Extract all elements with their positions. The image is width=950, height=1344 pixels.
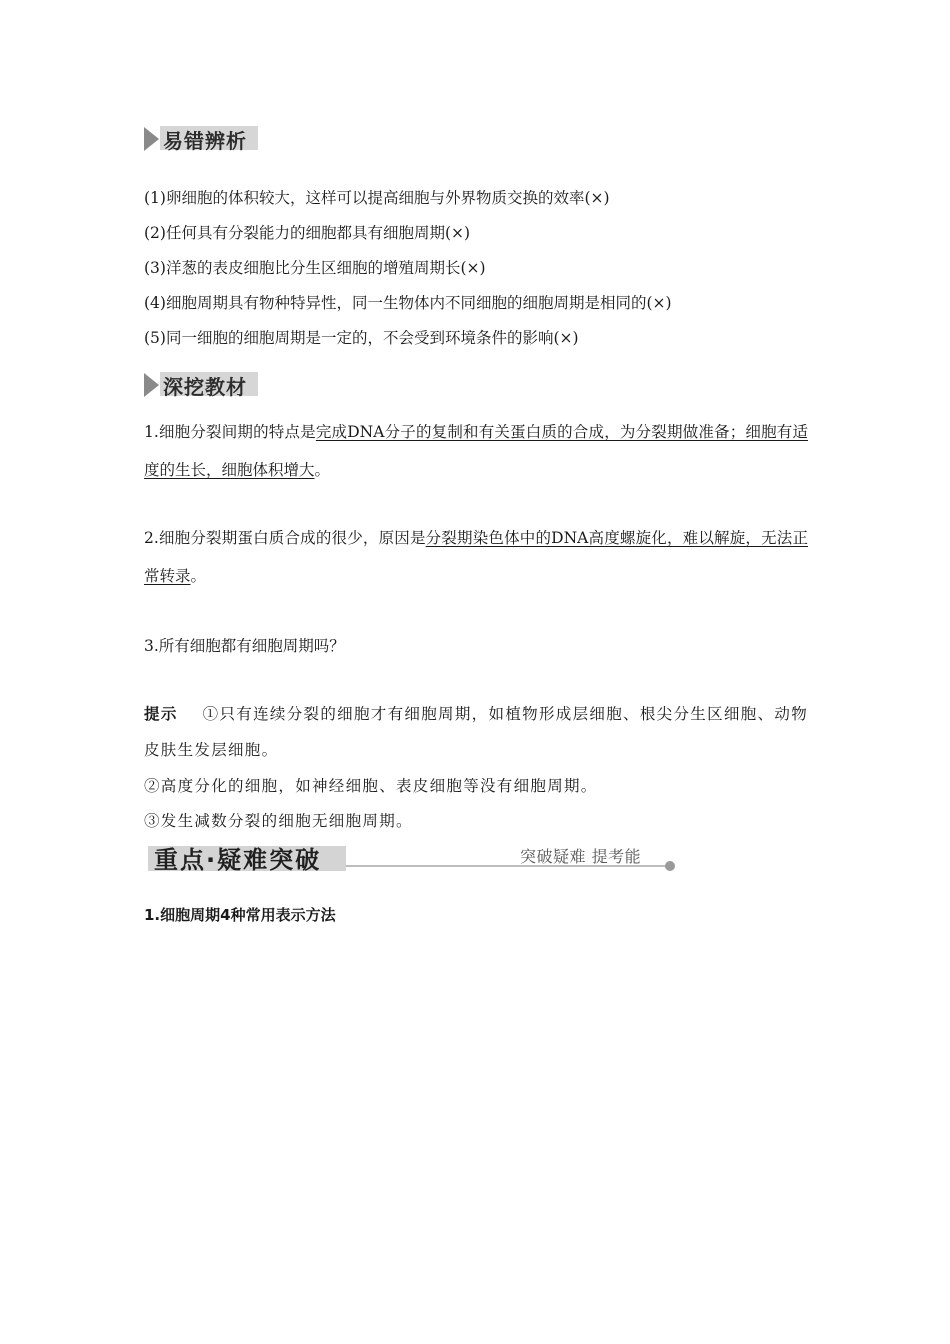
error-item-3: (3)洋葱的表皮细胞比分生区细胞的增殖周期长(×) <box>144 259 486 277</box>
hint-block <box>144 696 808 768</box>
error-item-2: (2)任何具有分裂能力的细胞都具有细胞周期(×) <box>144 224 471 242</box>
question-3: 3.所有细胞都有细胞周期吗？ <box>144 637 345 655</box>
section-title: 易错辨析 <box>163 129 247 153</box>
answer-underlined: 分裂期染色体中的DNA高度螺旋化，难以解旋，无法正常转录 <box>144 529 808 585</box>
section-title: 深挖教材 <box>163 375 247 399</box>
key-section-header <box>148 840 678 876</box>
dot-icon <box>665 861 675 871</box>
hint-point-2: ②高度分化的细胞，如神经细胞、表皮细胞等没有细胞周期。 <box>144 777 598 795</box>
error-item-5: (5)同一细胞的细胞周期是一定的，不会受到环境条件的影响(×) <box>144 329 579 347</box>
answer-underlined: 完成DNA分子的复制和有关蛋白质的合成，为分裂期做准备；细胞有适度的生长，细胞体积增大 <box>144 423 808 479</box>
hint-point-3: ③发生减数分裂的细胞无细胞周期。 <box>144 812 413 830</box>
question-1 <box>144 413 808 489</box>
error-item-4: (4)细胞周期具有物种特异性，同一生物体内不同细胞的细胞周期是相同的(×) <box>144 294 672 312</box>
hint-point-1: ①只有连续分裂的细胞才有细胞周期，如植物形成层细胞、根尖分生区细胞、动物皮肤生发层细胞。 <box>144 705 808 759</box>
triangle-marker-icon <box>144 373 159 397</box>
punctuation: 。 <box>314 461 331 479</box>
key-section-title: 重点·疑难突破 <box>154 846 322 874</box>
hint-label: 提示 <box>144 705 178 723</box>
triangle-marker-icon <box>144 127 159 151</box>
error-item-1: (1)卵细胞的体积较大，这样可以提高细胞与外界物质交换的效率(×) <box>144 189 610 207</box>
question-text: 2.细胞分裂期蛋白质合成的很少，原因是 <box>144 529 426 547</box>
key-section-subtitle: 突破疑难 提考能 <box>520 847 642 866</box>
question-text: 1.细胞分裂间期的特点是 <box>144 423 316 441</box>
punctuation: 。 <box>190 567 207 585</box>
sub-heading: 1.细胞周期4种常用表示方法 <box>144 906 336 924</box>
question-2 <box>144 519 808 595</box>
